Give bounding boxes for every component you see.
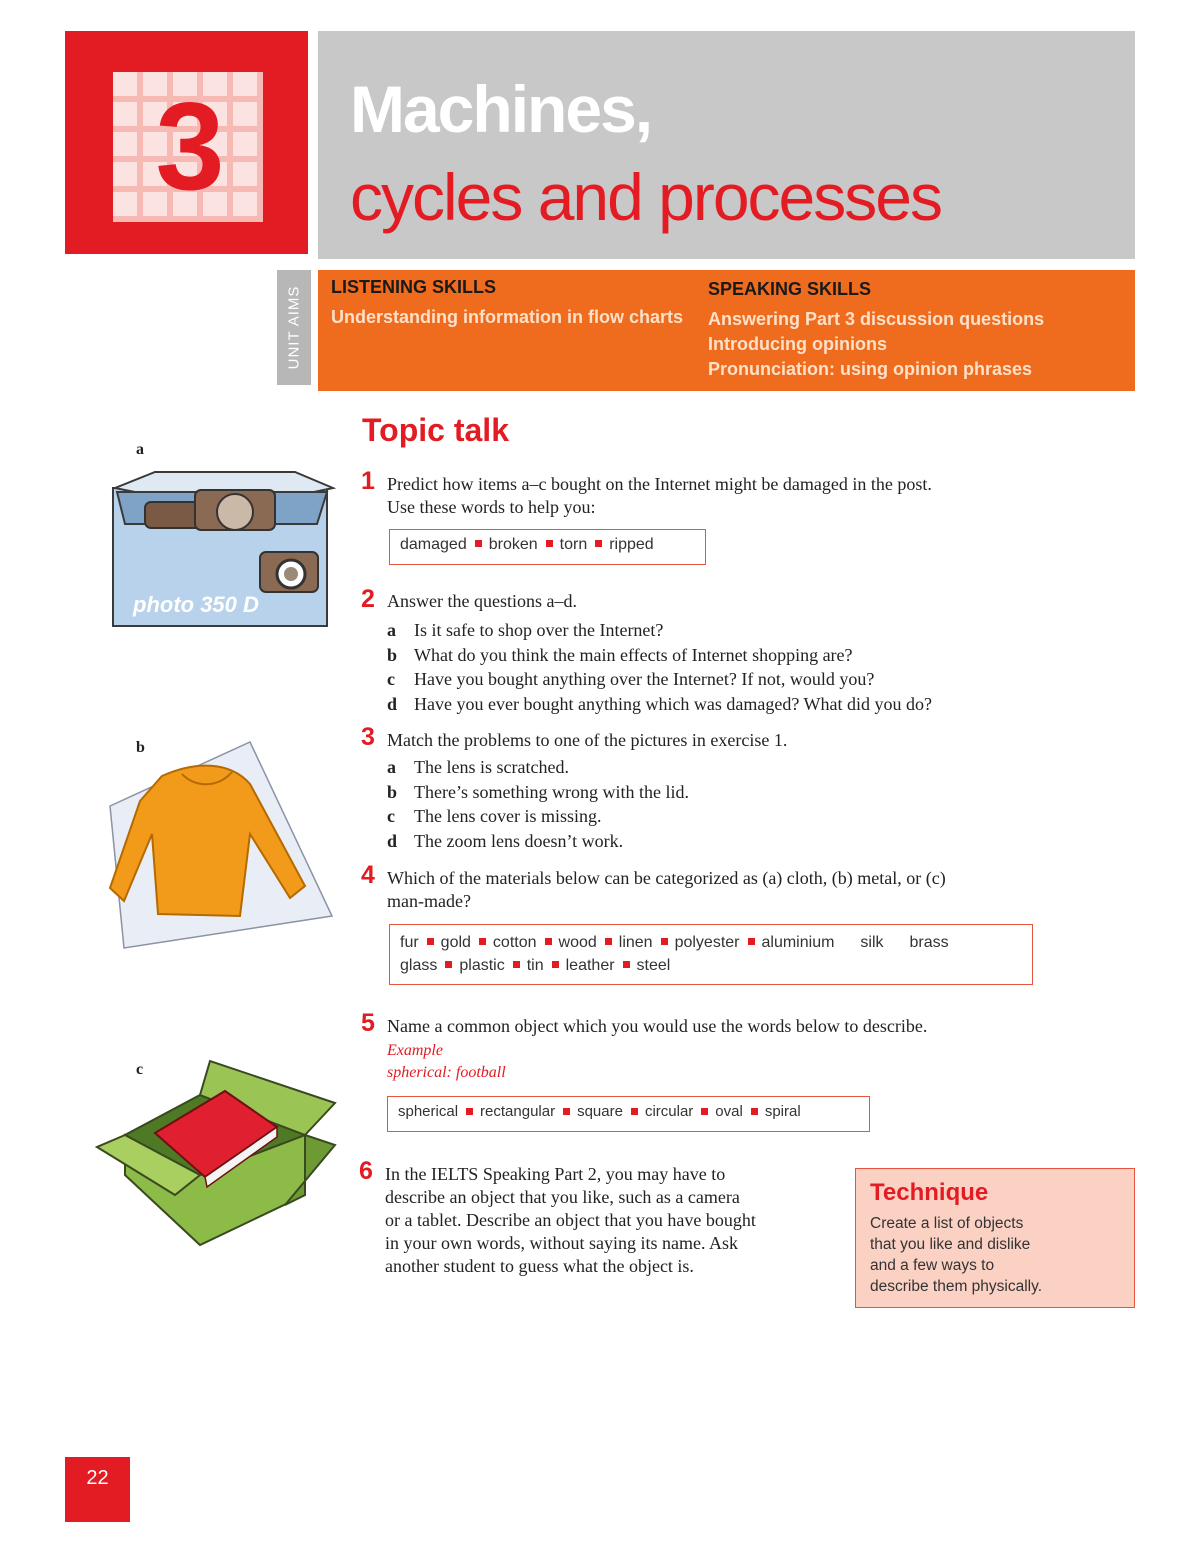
word: linen	[618, 934, 653, 951]
exercise-6-number: 6	[359, 1157, 373, 1185]
list-item: a The lens is scratched.	[387, 757, 569, 777]
bullet-square-icon	[563, 1108, 570, 1115]
unit-title-line1: Machines,	[350, 72, 652, 146]
unit-number-box	[65, 31, 308, 254]
exercise-4-instruction	[387, 867, 946, 913]
unit-number: 3	[155, 78, 221, 216]
unit-aims-label: UNIT AIMS	[285, 285, 303, 370]
speaking-item: Answering Part 3 discussion questions	[708, 309, 1045, 329]
exercise-1-line1: Predict how items a–c bought on the Internet might be damaged in the post.	[387, 474, 932, 494]
picture-b-label: b	[136, 739, 145, 756]
list-item: b What do you think the main effects of Internet shopping are?	[387, 644, 853, 665]
bullet-square-icon	[445, 961, 452, 968]
bullet-square-icon	[595, 540, 602, 547]
picture-a-label: a	[136, 441, 144, 458]
word: leather	[565, 957, 615, 974]
unit-number-tile	[113, 72, 263, 222]
bullet-square-icon	[751, 1108, 758, 1115]
exercise-1-instruction	[387, 473, 932, 519]
page-number: 22	[86, 1467, 109, 1489]
picture-c-book-box	[95, 1055, 340, 1250]
speaking-heading: SPEAKING SKILLS	[708, 279, 872, 299]
speaking-item: Introducing opinions	[708, 334, 887, 354]
speaking-item: Pronunciation: using opinion phrases	[708, 359, 1033, 379]
technique-line: and a few ways to	[870, 1257, 995, 1274]
unit-title-banner	[318, 31, 1135, 259]
picture-a-box-text: photo 350 D	[133, 592, 259, 617]
bullet-square-icon	[427, 938, 434, 945]
exercise-6-line: describe an object that you like, such as a camera	[385, 1187, 740, 1207]
exercise-2-number: 2	[361, 585, 375, 613]
exercise-5-number: 5	[361, 1009, 375, 1037]
exercise-1-line2: Use these words to help you:	[387, 497, 596, 517]
bullet-square-icon	[546, 540, 553, 547]
word: broken	[488, 536, 538, 553]
bullet-square-icon	[545, 938, 552, 945]
bullet-square-icon	[701, 1108, 708, 1115]
list-item: c The lens cover is missing.	[387, 806, 602, 826]
technique-box	[855, 1168, 1135, 1308]
exercise-3-number: 3	[361, 723, 375, 751]
section-title: Topic talk	[362, 412, 509, 448]
word: glass	[400, 957, 438, 974]
technique-line: Create a list of objects	[870, 1215, 1024, 1232]
word: spherical	[398, 1103, 459, 1120]
listening-item: Understanding information in flow charts	[331, 307, 684, 327]
exercise-4-line1: Which of the materials below can be categorized as (a) cloth, (b) metal, or (c)	[387, 868, 946, 888]
exercise-5-example-label: Example	[387, 1042, 443, 1059]
exercise-6-line: In the IELTS Speaking Part 2, you may have to	[385, 1164, 726, 1184]
picture-b-sweater-bag	[100, 736, 335, 951]
word: plastic	[459, 957, 505, 974]
list-item: d The zoom lens doesn’t work.	[387, 830, 624, 851]
exercise-1-wordbox	[389, 529, 706, 565]
exercise-4-wordbox	[389, 924, 1033, 985]
bullet-square-icon	[466, 1108, 473, 1115]
word: spiral	[764, 1103, 801, 1120]
word: square	[577, 1103, 623, 1120]
word: damaged	[400, 536, 467, 553]
unit-title-line2: cycles and processes	[350, 160, 941, 234]
technique-line: that you like and dislike	[870, 1236, 1031, 1253]
bullet-square-icon	[748, 938, 755, 945]
word: tin	[526, 957, 544, 974]
bullet-square-icon	[475, 540, 482, 547]
bullet-square-icon	[479, 938, 486, 945]
picture-c-label: c	[136, 1061, 144, 1078]
list-item: a Is it safe to shop over the Internet?	[387, 620, 664, 640]
exercise-5-instruction: Name a common object which you would use the words below to describe.	[387, 1016, 928, 1036]
word: wood	[558, 934, 597, 951]
exercise-1-number: 1	[361, 467, 375, 495]
word: polyester	[674, 934, 740, 951]
bullet-square-icon	[623, 961, 630, 968]
exercise-6-line: in your own words, without saying its name. Ask	[385, 1233, 738, 1253]
exercise-6-line: another student to guess what the object is.	[385, 1256, 694, 1276]
bullet-square-icon	[631, 1108, 638, 1115]
word: gold	[440, 934, 471, 951]
word: ripped	[609, 536, 654, 553]
technique-body	[870, 1213, 1110, 1297]
word: cotton	[492, 934, 537, 951]
bullet-square-icon	[513, 961, 520, 968]
word: rectangular	[480, 1103, 556, 1120]
list-item: c Have you bought anything over the Internet? If not, would you?	[387, 669, 875, 689]
technique-title: Technique	[870, 1179, 989, 1206]
word: oval	[715, 1103, 743, 1120]
exercise-5-wordbox	[387, 1096, 870, 1132]
exercise-2-instruction: Answer the questions a–d.	[387, 591, 577, 611]
word: steel	[636, 957, 671, 974]
technique-line: describe them physically.	[870, 1278, 1043, 1295]
word: torn	[559, 536, 588, 553]
page-number-box	[65, 1457, 130, 1522]
exercise-3-problems	[387, 756, 689, 854]
word: silk	[860, 934, 884, 951]
exercise-5-example-text: spherical: football	[387, 1064, 506, 1081]
listening-heading: LISTENING SKILLS	[331, 277, 497, 297]
bullet-square-icon	[605, 938, 612, 945]
list-item: d Have you ever bought anything which was damaged? What did you do?	[387, 693, 933, 714]
exercise-4-number: 4	[361, 861, 375, 889]
exercise-4-line2: man-made?	[387, 891, 471, 911]
word: brass	[909, 934, 949, 951]
bullet-square-icon	[552, 961, 559, 968]
word: circular	[644, 1103, 694, 1120]
exercise-2-questions	[387, 619, 932, 717]
picture-a-camera-box	[105, 468, 337, 630]
exercise-6-instruction	[385, 1163, 756, 1278]
exercise-3-instruction: Match the problems to one of the pictures in exercise 1.	[387, 730, 788, 750]
unit-aims-bar	[318, 270, 1135, 391]
word: fur	[400, 934, 419, 951]
bullet-square-icon	[661, 938, 668, 945]
exercise-6-line: or a tablet. Describe an object that you have bought	[385, 1210, 756, 1230]
unit-aims-tab	[277, 270, 311, 385]
list-item: b There’s something wrong with the lid.	[387, 781, 689, 802]
word: aluminium	[761, 934, 835, 951]
